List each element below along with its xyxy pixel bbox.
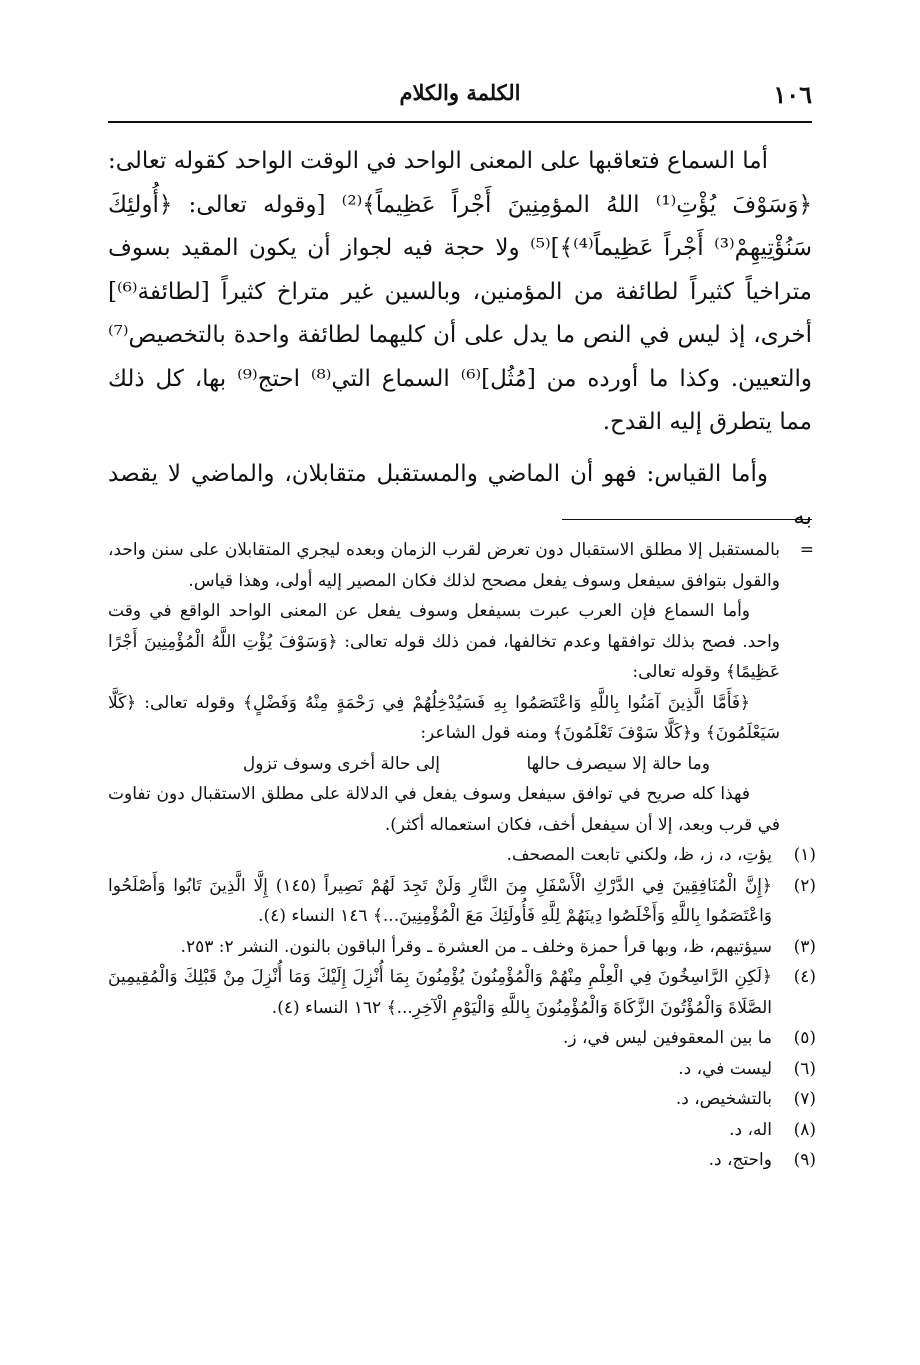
footnote-item [108, 871, 820, 932]
footnote-text: واحتج، د. [708, 1150, 772, 1170]
footnote-item [108, 1145, 820, 1176]
footnote-item [108, 1084, 820, 1115]
continuation-mark: = [799, 540, 814, 560]
continuation-paragraph-2: وأما السماع فإن العرب عبرت بسيفعل وسوف يفعل عن المعنى الواحد الواقع في وقت واحد. فصح بذلك توافقها وعدم تخالفها، فمن ذلك قوله تعالى: ﴿وَسَوْفَ يُؤْتِ اللَّهُ الْمُؤْمِنِينَ أَجْرًا عَظِيمًا﴾ وقوله تعالى: [108, 601, 780, 682]
footnote-item [108, 1115, 820, 1146]
poetry-verse [108, 749, 780, 780]
footnote-text: ما بين المعقوفين ليس في، ز. [563, 1028, 772, 1048]
footnote-number: (٩) [793, 1150, 816, 1170]
footnote-number: (٦) [793, 1058, 816, 1079]
verse-second-hemistich: إلى حالة أخرى وسوف تزول [242, 753, 440, 774]
continuation-paragraph-4: فهذا كله صريح في توافق سيفعل وسوف يفعل في الدلالة على مطلق الاستقبال دون تفاوت في قرب وبعد، إلا أن سيفعل أخف، فكان استعماله أكثر). [108, 784, 780, 835]
verse-first-hemistich: وما حالة إلا سيصرف حالها [526, 753, 710, 774]
footnote-item [108, 932, 820, 963]
footnote-separator [562, 519, 812, 520]
footnote-continuation [108, 535, 820, 840]
footnote-number: (٧) [793, 1089, 816, 1109]
footnote-text: سيؤتيهم، ظ، وبها قرأ حمزة وخلف ـ من العشرة ـ وقرأ الباقون بالنون. النشر ٢: ٢٥٣. [180, 936, 772, 957]
main-paragraph-2: وأما القياس: فهو أن الماضي والمستقبل متقابلان، والماضي لا يقصد به [108, 460, 812, 530]
continuation-paragraph-1: بالمستقبل إلا مطلق الاستقبال دون تعرض لقرب الزمان وبعده ليجري المتقابلان على سنن واحد، والقول بتوافق سيفعل وسوف يفعل مصحح لذلك فكان المصير إليه أولى، وهذا قياس. [108, 540, 780, 591]
footnote-item [108, 962, 820, 1023]
footnotes [108, 535, 820, 1176]
footnote-item [108, 840, 820, 871]
main-paragraph-1: أما السماع فتعاقبها على المعنى الواحد في الوقت الواحد كقوله تعالى: ﴿وَسَوْفَ يُؤْتِ⁽¹⁾ اللهُ المؤمِنِينَ أَجْراً عَظِيماً﴾⁽²⁾ [وقوله تعالى: ﴿أُولئِكَ سَنُؤْتِيهِمْ⁽³⁾ أَجْراً عَظِيماً⁽⁴⁾﴾]⁽⁵⁾ ولا حجة فيه لجواز أن يكون المقيد بسوف متراخياً كثيراً لطائفة من المؤمنين، وبالسين غير متراخ كثيراً [لطائفة⁽⁶⁾] أخرى، إذ ليس في النص ما يدل على أن كليهما لطائفة واحدة بالتخصيص⁽⁷⁾ والتعيين. وكذا ما أورده من [مُثُل]⁽⁶⁾ السماع التي⁽⁸⁾ احتج⁽⁹⁾ بها، كل ذلك مما يتطرق إليه القدح. [108, 148, 812, 435]
footnote-text: يؤتِ، د، ز، ظ، ولكني تابعت المصحف. [506, 845, 772, 865]
footnote-number: (٤) [793, 967, 816, 987]
footnote-text: ﴿لَكِنِ الرَّاسِخُونَ فِي الْعِلْمِ مِنْهُمْ وَالْمُؤْمِنُونَ يُؤْمِنُونَ بِمَا أُنْزِلَ إِلَيْكَ وَمَا أُنْزِلَ مِنْ قَبْلِكَ وَالْمُقِيمِينَ الصَّلَاةَ وَالْمُؤْتُونَ الزَّكَاةَ وَالْمُؤْمِنُونَ بِاللَّهِ وَالْيَوْمِ الْآخِرِ...﴾ ١٦٢ النساء (٤). [108, 967, 772, 1018]
footnote-number: (٥) [793, 1028, 816, 1048]
continuation-paragraph-3: ﴿فَأَمَّا الَّذِينَ آمَنُوا بِاللَّهِ وَاعْتَصَمُوا بِهِ فَسَيُدْخِلُهُمْ فِي رَحْمَةٍ مِنْهُ وَفَضْلٍ﴾ وقوله تعالى: ﴿كَلَّا سَيَعْلَمُونَ﴾ و﴿كَلَّا سَوْفَ تَعْلَمُونَ﴾ ومنه قول الشاعر: [108, 692, 780, 743]
footnote-text: اله، د. [729, 1119, 772, 1140]
header-rule [108, 121, 812, 123]
footnote-text: ليست في، د. [678, 1058, 772, 1079]
footnote-number: (٨) [793, 1119, 816, 1140]
running-title: الكلمة والكلام [399, 80, 521, 105]
page-header [108, 78, 812, 122]
footnote-number: (٢) [793, 875, 816, 896]
footnote-text: ﴿إِنَّ الْمُنَافِقِينَ فِي الدَّرْكِ الْأَسْفَلِ مِنَ النَّارِ وَلَنْ تَجِدَ لَهُمْ نَصِيراً (١٤٥) إِلَّا الَّذِينَ تَابُوا وَأَصْلَحُوا وَاعْتَصَمُوا بِاللَّهِ وَأَخْلَصُوا دِينَهُمْ لِلَّهِ فَأُولَئِكَ مَعَ الْمُؤْمِنِينَ...﴾ ١٤٦ النساء (٤). [108, 875, 772, 926]
main-text [108, 140, 812, 540]
footnote-item [108, 1023, 820, 1054]
footnote-number: (٣) [793, 936, 816, 957]
footnote-item [108, 1054, 820, 1085]
footnote-text: بالتشخيص، د. [675, 1089, 772, 1109]
page-number: ١٠٦ [773, 80, 812, 109]
footnote-number: (١) [793, 845, 816, 865]
